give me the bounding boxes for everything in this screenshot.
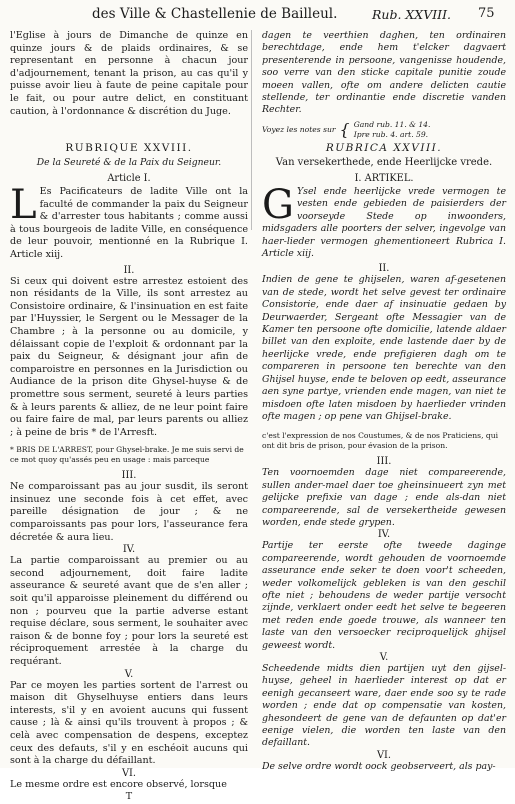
flemish-article-6-title: VI. (376, 749, 392, 761)
flemish-rubric-subheading: Van versekerthede, ende Heerlijcke vrede. (275, 157, 493, 168)
french-article-5-title: V. (124, 668, 134, 680)
french-rubric (10, 142, 248, 804)
flemish-top-paragraph: dagen te veerthien daghen, ten ordinairen berechtdage, ende hem t'elcker dagvaert presenterende in persoone, vangenisse houdende, soo verre van den sticke capitale punitie zoude moeen vallen, ofte om andere delicten cautie stellende, ter ordinantie ende discretie vanden Rechter. (262, 30, 506, 116)
header-rubric: Rub. XXVIII. (372, 7, 452, 22)
voyez-label: Voyez les notes sur (262, 124, 336, 134)
header-title: des Ville & Chastellenie de Bailleul. (92, 6, 338, 22)
flemish-rubric (262, 142, 506, 773)
french-article-1-text: Es Pacificateurs de ladite Ville ont la faculté de commander la paix du Seigneur & d'arrester tous habitants ; comme aussi à tous bourgeois de ladite Ville, en conséquence de leur pouvoir, mentionné en la Rubrique I. Article xiij. (10, 186, 248, 260)
french-article-1-title: Article I. (107, 173, 151, 184)
catchword: T (125, 791, 133, 803)
running-header (0, 6, 515, 28)
french-article-1 (10, 182, 248, 262)
french-article-2-title: II. (123, 264, 135, 276)
french-article-6-title: VI. (121, 767, 137, 779)
french-article-2-text: Si ceux qui doivent estre arrestez estoient des non résidants de la Ville, ils sont arrestez au Consistoire ordinaire, & l'insinuation en est faite par l'Huyssier, le Sergent ou le Messager de la Chambre ; à la personne ou au domicile, y délaissant copie de l'exploit & ordonnant par la paix du Seigneur, & désignant jour afin de comparoistre en personnes en la Jurisdiction ou Audiance de la prison dite Ghysel-huyse & de promettre sous serment, seureté à leurs parties & à leurs parents & alliez, de ne leur point faire ou faire faire de mal, par leurs parents ou alliez ; à peine de bris * de l'Arresft. (10, 275, 248, 438)
french-column (10, 30, 248, 118)
flemish-dropcap: G (262, 182, 294, 228)
flemish-article-1-title: I. ARTIKEL. (354, 173, 414, 184)
flemish-footnote: c'est l'expression de nos Coustumes, & de nos Praticiens, qui ont dit bris de prison, pour évasion de la prison. (262, 431, 499, 451)
column-divider (251, 30, 252, 230)
voyez-note (262, 120, 506, 140)
flemish-article-2-title: II. (378, 263, 390, 275)
french-top-paragraph: l'Eglise à jours de Dimanche de quinze en quinze jours & de plaids ordinaires, & se representant en personne à chacun jour d'adjournement, tenant la prison, au cas qu'il y puisse avoir lieu à faute de peine capitale pour le fait, ou pour autre delict, en constituant caution, à l'ordonnance & discrétion du Juge. (10, 30, 248, 117)
french-dropcap: L (10, 182, 37, 228)
french-rubric-heading: RUBRIQUE XXVIII. (65, 142, 193, 154)
flemish-article-6-text: De selve ordre wordt oock geobserveert, als pay- (262, 760, 496, 772)
flemish-column (262, 30, 506, 140)
flemish-article-1-text: Ysel ende heerlijcke vrede vermogen te vesten ende gebieden de paisierders der voorseyde Stede op inwoonders, midsgaders alle poorters der selver, ingevolge van haer-lieder vermogen ghementioneert Rubrica I. Article xiij. (262, 186, 506, 260)
french-article-4-title: IV. (122, 544, 136, 556)
brace-icon: { (339, 119, 350, 139)
french-article-3-text: Ne comparoissant pas au jour susdit, ils seront insinuez une seconde fois à cet effet, avec pareille désignation de jour ; & ne comparoissants pas pour lors, l'asseurance fera décretée & aura lieu. (10, 481, 248, 543)
french-article-6-text: Le mesme ordre est encore observé, lorsque (10, 778, 227, 790)
flemish-article-1 (262, 182, 506, 260)
page-number: 75 (478, 6, 495, 21)
flemish-article-5-text: Scheedende midts dien partijen uyt den gijsel-huyse, geheel in haerlieder interest op dat er eenigh gecanseert ware, daer ende soo sy te rade worden ; ende dat op compensatie van kosten, ghesondeert de gene van de defaunten op dat'er eenige vielen, die worden ten laste van den defaillant. (262, 663, 506, 749)
flemish-article-5-title: V. (379, 652, 389, 663)
flemish-rubric-heading: RUBRICA XXVIII. (325, 142, 443, 154)
voyez-ref-ipre: Ipre rub. 4. art. 59. (353, 129, 429, 139)
flemish-article-4-title: IV. (377, 529, 391, 541)
french-article-4-text: La partie comparoissant au premier ou au second adjournement, doit faire ladite asseurance & seureté avant que de s'en aller ; soit qu'il apparoisse pleinement du différend ou non ; pourveu que la partie adverse estant requise déclare, sous serment, le souhaiter avec raison & de bonne foy ; pour lors la seureté est réciproquement arrestée à la charge du requérant. (10, 555, 248, 667)
flemish-article-4-text: Partije ter eerste ofte tweede daginge compareerende, wordt gehouden de voornoemde asseurance ende seker te doen voor't scheeden, weder volkomelijck gebleken is van den geschil ofte niet ; behoudens de weder partije versocht zijnde, verklaert onder eedt het selve te begeeren met reden ende goede trouwe, als wanneer ten laste van den versoecker reciproquelijck ghijsel geweest wordt. (262, 540, 506, 651)
flemish-article-3-title: III. (376, 456, 392, 468)
flemish-article-3-text: Ten voornoemden dage niet compareerende, sullen ander-mael daer toe gheinsinueert zyn met gelijcke prefixie van dage ; ende als-dan niet compareerende, sal de versekertheide gewesen worden, ende stede grypen. (262, 467, 506, 528)
flemish-article-2-text: Indien de gene te ghijselen, waren af-gesetenen van de stede, wordt het selve gevest ter ordinaire Consistorie, ende daer af insinuatie gedaen by Deurwaerder, Sergeant ofte Messagier van de Kamer ten persoone ofte domicilie, latende aldaer billet van den exploite, ende lastende daer by de heerlijcke vrede, ende prefigieren dagh om te compareren in persoone ten berechte van den Ghijsel huyse, ende te beloven op eedt, asseurance aen syne partye, vrienden ende magen, van niet te misdoen ofte laten misdoen by haerlieder vrinden ofte magen ; op pene van Ghijsel-brake. (262, 274, 506, 422)
french-article-5-text: Par ce moyen les parties sortent de l'arrest ou maison dit Ghyselhuyse entiers dans leurs interests, s'il y en avoient aucuns qui fussent cause ; là & ainsi qu'ils trouvent à propos ; & celà avec compensation de despens, exceptez ceux des defauts, s'il y en eschéoit aucuns qui sont à la charge du défaillant. (10, 679, 248, 767)
french-article-3-title: III. (121, 470, 137, 482)
voyez-ref-gand: Gand rub. 11. & 14. (353, 119, 431, 129)
french-rubric-subheading: De la Seureté & de la Paix du Seigneur. (36, 157, 222, 168)
french-footnote: * BRIS DE L'ARREST, pour Ghysel-brake. Je me suis servi de ce mot quoy qu'assés peu en usage : mais parceque (10, 445, 244, 465)
voyez-refs (354, 120, 431, 140)
